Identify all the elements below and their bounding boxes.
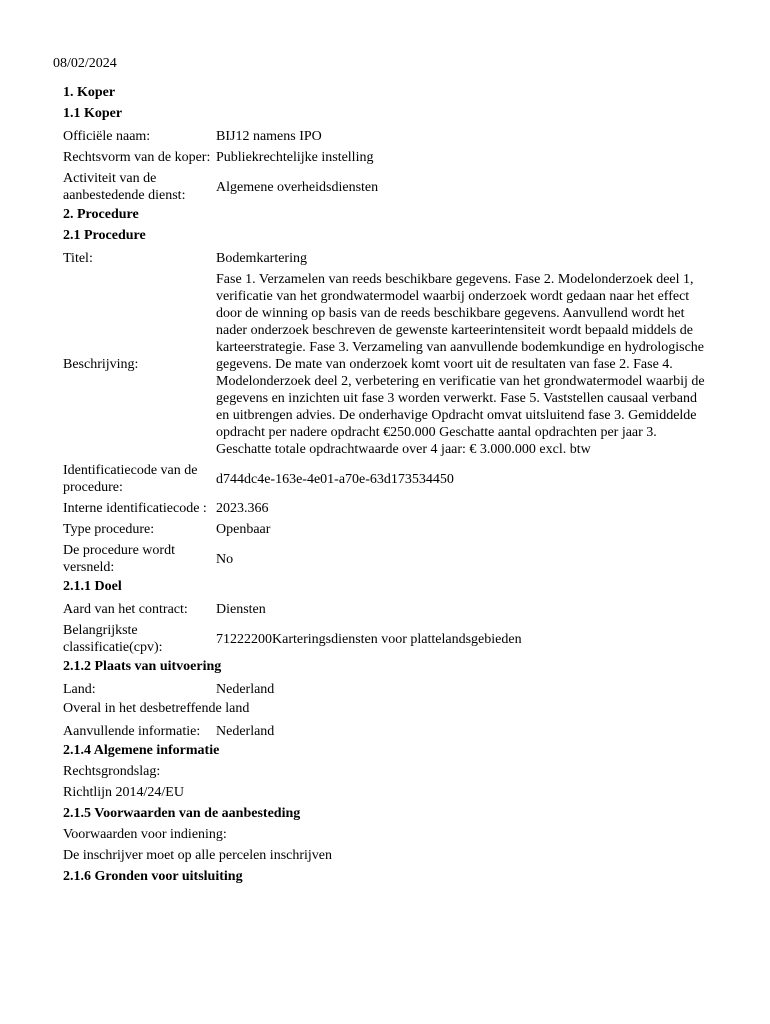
field-label: Belangrijkste classificatie(cpv): [63, 623, 163, 655]
field-row-officiele-naam [63, 126, 713, 147]
subsection-heading-procedure: 2.1 Procedure [63, 228, 146, 243]
text-line-indiening: De inschrijver moet op alle percelen inschrijven [63, 848, 333, 863]
field-row-versneld [63, 540, 713, 578]
field-label: Land: [63, 682, 96, 697]
field-row-aanvullende [63, 721, 713, 742]
field-label: Activiteit van de aanbestedende dienst: [63, 171, 186, 203]
subsection-heading-algemene: 2.1.4 Algemene informatie [63, 743, 220, 758]
document-content [63, 84, 713, 889]
section-heading-koper: 1. Koper [63, 85, 116, 100]
field-label: Interne identificatiecode : [63, 501, 207, 516]
field-value: Bodemkartering [216, 251, 307, 266]
document-date: 08/02/2024 [53, 56, 117, 71]
field-label: Aanvullende informatie: [63, 724, 201, 739]
field-row-cpv [63, 620, 713, 658]
field-value: Publiekrechtelijke instelling [216, 150, 374, 165]
field-label: Type procedure: [63, 522, 155, 537]
field-row-interne [63, 498, 713, 519]
field-row-land [63, 679, 713, 700]
field-value: Diensten [216, 602, 266, 617]
text-line-rechtsgrondslag: Richtlijn 2014/24/EU [63, 785, 184, 800]
field-row-type [63, 519, 713, 540]
field-row-titel [63, 248, 713, 269]
text-line-rechtsgrondslag-label: Rechtsgrondslag: [63, 764, 161, 779]
field-value: Nederland [216, 724, 275, 739]
field-row-activiteit [63, 168, 713, 206]
field-value: Algemene overheidsdiensten [216, 179, 379, 195]
field-value: Nederland [216, 682, 275, 697]
text-line-indiening-label: Voorwaarden voor indiening: [63, 827, 227, 842]
subsection-heading-doel: 2.1.1 Doel [63, 579, 122, 594]
field-value: 71222200Karteringsdiensten voor plattelandsgebieden [216, 631, 522, 647]
subsection-heading-koper: 1.1 Koper [63, 106, 123, 121]
field-value: 2023.366 [216, 501, 269, 516]
field-row-rechtsvorm [63, 147, 713, 168]
field-label: Beschrijving: [63, 357, 139, 372]
text-line-overal: Overal in het desbetreffende land [63, 701, 250, 716]
field-label: Identificatiecode van de procedure: [63, 463, 198, 495]
field-row-identificatie [63, 460, 713, 498]
field-label: Rechtsvorm van de koper: [63, 150, 211, 165]
field-label: Titel: [63, 251, 93, 266]
field-value-beschrijving: Fase 1. Verzamelen van reeds beschikbare gegevens. Fase 2. Modelonderzoek deel 1, verificatie van het grondwatermodel waarbij onderzoek wordt gedaan naar het effect door de winning op basis van de reeds beschikbare gegevens. Aanvullend wordt het nader onderzoek beschreven de gewenste karteerintensiteit wordt bepaald middels de karteerstrategie. Fase 3. Verzameling van aanvullende bodemkundige en hydrologische gegevens. De mate van onderzoek komt voort uit de resultaten van fase 2. Fase 4. Modelonderzoek deel 2, verbetering en verificatie van het grondwatermodel waarbij de gegevens en inzichten uit fase 3 worden verwerkt. Fase 5. Vaststellen causaal verband en uitbrengen advies. De onderhavige Opdracht omvat uitsluitend fase 3. Gemiddelde opdracht per nadere opdracht €250.000 Geschatte aantal opdrachten per jaar 3. Geschatte totale opdrachtwaarde over 4 jaar: € 3.000.000 excl. btw [216, 272, 705, 457]
field-row-aard [63, 599, 713, 620]
section-heading-procedure: 2. Procedure [63, 207, 139, 222]
subsection-heading-voorwaarden: 2.1.5 Voorwaarden van de aanbesteding [63, 806, 301, 821]
field-value: BIJ12 namens IPO [216, 129, 322, 144]
field-label: Aard van het contract: [63, 602, 188, 617]
field-value: Openbaar [216, 522, 271, 537]
field-label: Officiële naam: [63, 129, 151, 144]
subsection-heading-plaats: 2.1.2 Plaats van uitvoering [63, 659, 222, 674]
field-label: De procedure wordt versneld: [63, 543, 175, 575]
field-value: No [216, 551, 234, 567]
field-value: d744dc4e-163e-4e01-a70e-63d173534450 [216, 471, 454, 487]
field-row-beschrijving [63, 269, 713, 460]
subsection-heading-gronden: 2.1.6 Gronden voor uitsluiting [63, 869, 243, 884]
